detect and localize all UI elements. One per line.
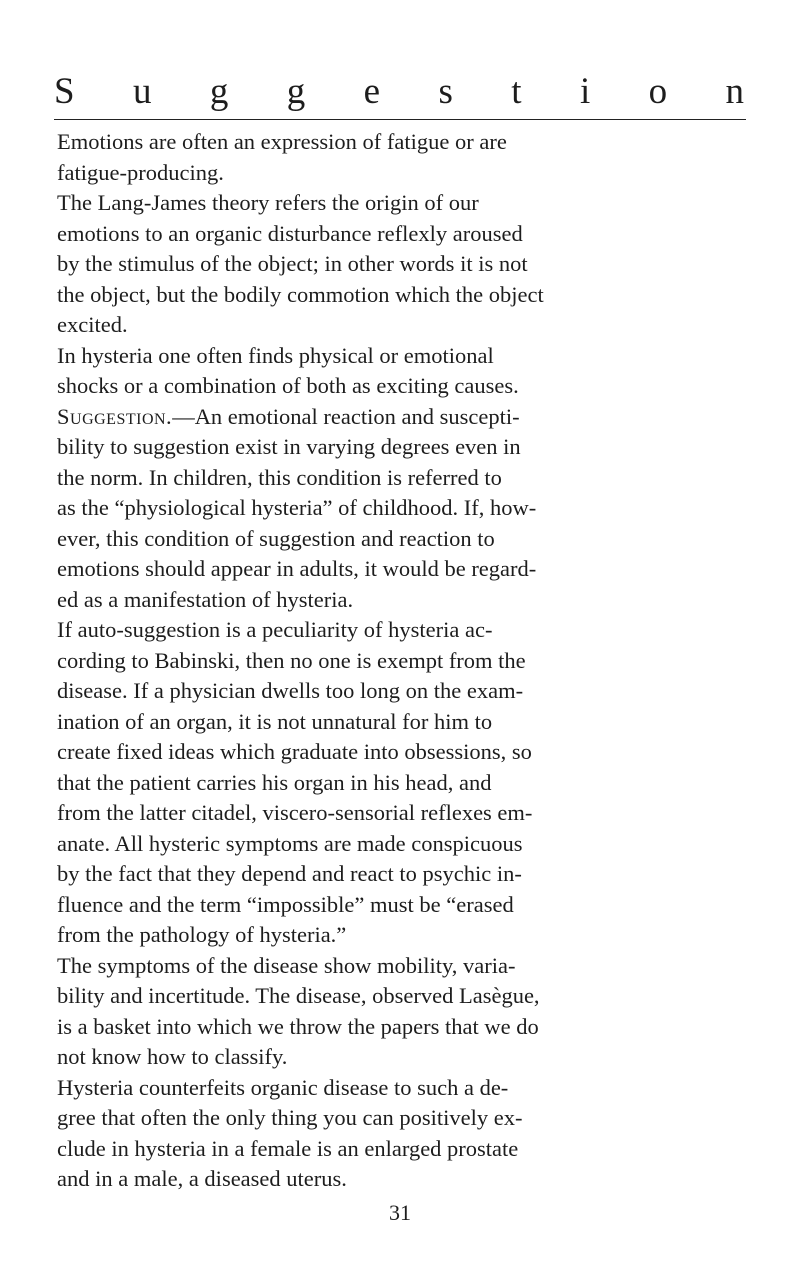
text-line: fluence and the term “impossible” must be “erased [57,891,514,917]
running-head-letter: s [438,71,453,112]
text-line: bility to suggestion exist in varying degrees even in [57,434,521,459]
text-line: by the stimulus of the object; in other words it is not [57,251,528,276]
text-line: bility and incertitude. The disease, observed Lasègue, [57,983,540,1008]
section-text: —An emotional reaction and suscepti- [172,403,520,429]
text-line: fatigue-producing. [57,159,224,185]
body-text [57,127,657,1195]
text-line: Emotions are often an expression of fatigue or are [57,129,507,154]
text-line: ed as a manifestation of hysteria. [57,586,354,612]
text-line: the norm. In children, this condition is referred to [57,464,502,490]
running-head [54,72,744,112]
text-line: by the fact that they depend and react to psychic in- [57,861,522,886]
text-line: In hysteria one often finds physical or emotional [57,342,494,368]
text-line [57,402,657,433]
text-line: clude in hysteria in a female is an enlarged prostate [57,1135,519,1161]
section-heading: Suggestion. [57,403,173,429]
text-line: emotions to an organic disturbance reflexly aroused [57,220,523,246]
running-head-letter: n [725,71,744,112]
text-line: gree that often the only thing you can positively ex- [57,1105,523,1130]
text-line: excited. [57,312,128,337]
text-line: that the patient carries his organ in his head, and [57,769,492,795]
running-head-letter: g [209,71,229,112]
text-line: create fixed ideas which graduate into obsessions, so [57,739,532,764]
text-line: not know how to classify. [57,1044,288,1069]
text-line: as the “physiological hysteria” of childhood. If, how- [57,495,537,520]
running-head-letter: o [648,71,668,112]
text-line: and in a male, a diseased uterus. [57,1166,347,1191]
text-line: from the latter citadel, viscero-sensorial reflexes em- [57,800,533,825]
running-head-letter: e [363,71,381,112]
text-line: shocks or a combination of both as exciting causes. [57,373,519,398]
text-line: the object, but the bodily commotion which the object [57,281,544,307]
text-line: ever, this condition of suggestion and reaction to [57,525,495,551]
header-rule [54,119,746,120]
text-line: from the pathology of hysteria.” [57,922,347,947]
text-line: cording to Babinski, then no one is exempt from the [57,647,526,673]
running-head-letter: S [54,71,75,112]
text-line: disease. If a physician dwells too long on the exam- [57,678,524,703]
text-line: The symptoms of the disease show mobility, varia- [57,952,516,978]
text-line: Hysteria counterfeits organic disease to such a de- [57,1074,509,1100]
text-line: anate. All hysteric symptoms are made conspicuous [57,830,523,856]
running-head-letter: u [132,71,152,112]
text-line: is a basket into which we throw the papers that we do [57,1013,539,1039]
running-head-letter: t [511,71,522,112]
text-line: The Lang-James theory refers the origin of our [57,190,479,215]
running-head-letter: i [579,71,591,112]
running-head-letter: g [286,71,306,112]
text-line: ination of an organ, it is not unnatural for him to [57,708,493,734]
text-line: If auto-suggestion is a peculiarity of hysteria ac- [57,617,493,642]
text-line: emotions should appear in adults, it would be regard- [57,556,537,581]
page-number: 31 [389,1200,411,1225]
